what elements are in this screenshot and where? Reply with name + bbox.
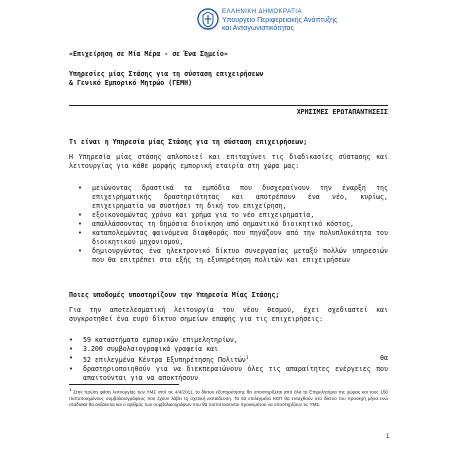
question-1-list <box>78 184 388 265</box>
question-2-intro: Για την αποτελεσματική λειτουργία του νέου θεσμού, έχει σχεδιαστεί και συγκροτηθεί ένα ευρύ δίκτυο σημείων επαφής για τις επιχειρήσεις: <box>69 306 388 323</box>
list-item-continuation: • δραστηριοποιηθούν για να διεκπεραιώνουν όλες τις απαραίτητες ενέργειες που απαιτούνται για να αποκτήσουν <box>69 365 388 383</box>
section-divider <box>69 105 388 106</box>
list-item: • δημιουργώντας ένα ηλεκτρονικό δίκτυο συνεργασίας μεταξύ πολλών υπηρεσιών που θα επιτρέπει στο εξής τη εξυπηρέτηση πολιτών και επιχειρήσεων <box>78 247 388 265</box>
list-item: • 3.200 συμβολαιογραφικά γραφεία και <box>69 345 388 354</box>
list-item: • 59 καταστήματα εμπορικών επιμελητηρίων, <box>69 336 388 345</box>
list-item-tail: θα <box>380 354 388 362</box>
header-ministry: Υπουργείο Περιφερειακής Ανάπτυξης <box>222 17 338 24</box>
footnote-number: 1 <box>69 387 72 392</box>
list-item-text: 52 επιλεγμένα Κέντρα Εξυπηρέτησης Πολιτών <box>83 356 246 365</box>
list-item <box>69 354 388 365</box>
question-1-intro: Η Υπηρεσία μίας στάσης απλοποιεί και επιταχύνει τις διαδικασίες σύστασης και λειτουργίας για κάθε μορφής εμπορική εταιρία στη χώρα μας: <box>69 153 388 170</box>
list-item: • απαλλάσσοντας τη δημόσια διοίκηση από σημαντικό διοικητικό κόστος, <box>78 220 388 229</box>
section-label: ΧΡΗΣΙΜΕΣ ΕΡΩΤΑΠΑΝΤΗΣΕΙΣ <box>296 108 388 116</box>
doc-subtitle-2: & Γενικό Εμπορικό Μητρώο (ΓΕΜΗ) <box>69 79 193 87</box>
footnote <box>69 387 388 408</box>
list-item: • μειώνοντας δραστικά τα εμπόδια που δυσχεραίνουν την έναρξη της επιχειρηματικής δραστηριότητας και αποτρέπουν ένα νέο, κυρίως, επιχειρηματία να συστήσει τη δική του επιχείρηση, <box>78 184 388 211</box>
list-item: • εξοικονομώντας χρόνο και χρήμα για το νέο επιχειρηματία, <box>78 211 388 220</box>
doc-tagline: «Επιχείρηση σε Μία Μέρα - σε Ένα Σημείο» <box>69 50 228 58</box>
page-number: 1 <box>386 434 390 440</box>
doc-subtitle-1: Υπηρεσίες μίας Στάσης για τη σύσταση επιχειρήσεων <box>69 70 264 78</box>
greek-emblem-icon <box>197 8 219 30</box>
question-2-heading: Ποιες υποδομές υποστηρίζουν την Υπηρεσία Μίας Στάσης; <box>69 291 280 299</box>
header-country: ΕΛΛΗΝΙΚΗ ΔΗΜΟΚΡΑΤΙΑ <box>222 9 302 15</box>
footnote-reference[interactable]: 1 <box>245 356 249 361</box>
footnote-divider <box>69 384 179 385</box>
footnote-text: Στην πρώτη φάση λειτουργίας των ΥΜΣ από τις 4/4/2011, το δίκτυο εξυπηρέτησης θα υποστηρίζεται από όλα τα Επιμελητήρια της χώρας και τους 150 πιστοποιημένους συμβολαιογράφους που έχουν λάβει τη σχετική εκπαίδευση. Τα 52 επιλεγμένα ΚΕΠ θα ενταχθούν στο δίκτυο του προσεχή μήνα ενώ σταδιακά θα αυξάνεται και ο αριθμός των συμβολαιογράφων που θα πιστοποιούνται προκειμένου να υποστηρίζουν τις ΥΜΣ. <box>69 389 388 407</box>
header-ministry-line2: και Ανταγωνιστικότητας <box>222 25 294 32</box>
list-item: • καταπολεμώντας φαινόμενα διαφθοράς που πηγάζουν από την πολυπλοκότητα του διοικητικού μηχανισμού, <box>78 229 388 247</box>
question-2-list <box>69 336 388 383</box>
question-1-heading: Τι είναι η Υπηρεσία μίας Στάσης για τη σύσταση επιχειρήσεων; <box>69 138 308 146</box>
